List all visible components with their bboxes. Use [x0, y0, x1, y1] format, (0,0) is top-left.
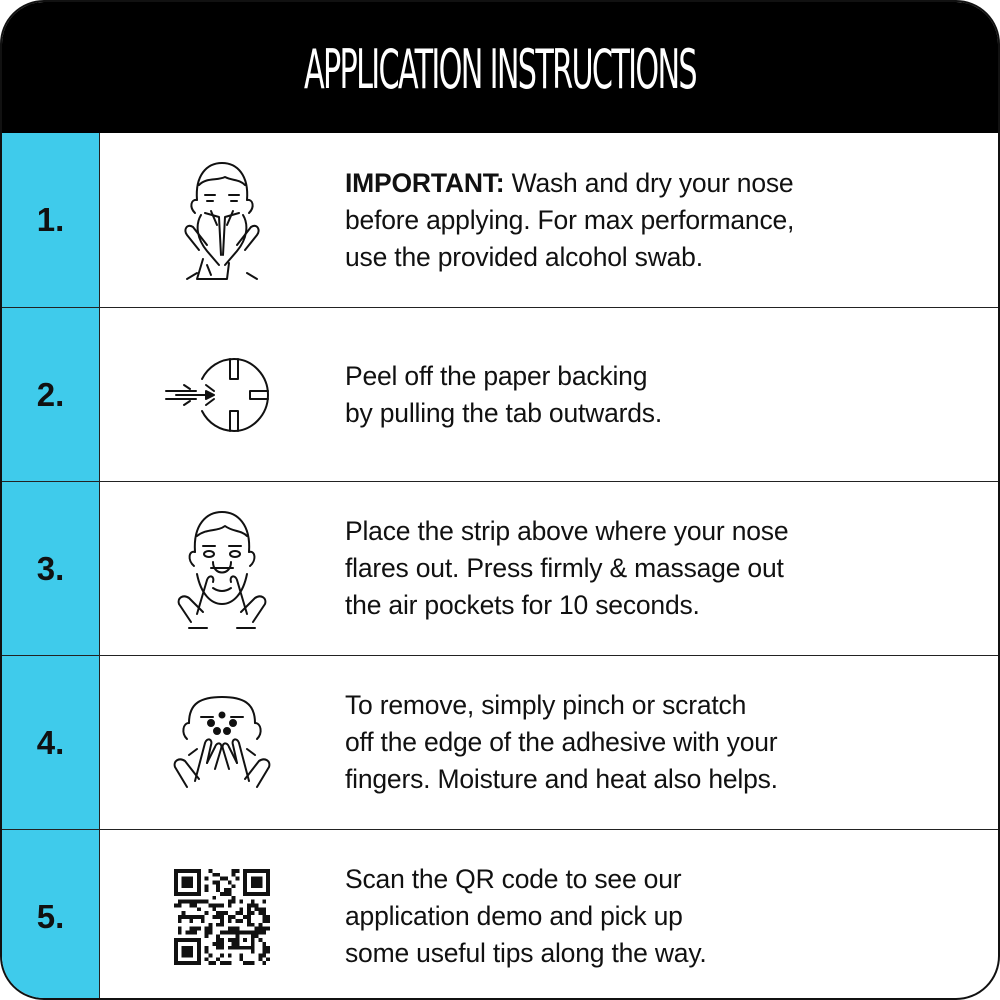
face-removing-strip-icon — [152, 656, 292, 829]
step-line: To remove, simply pinch or scratch — [345, 690, 747, 720]
step-number-cell — [2, 656, 100, 829]
steps-list — [2, 133, 998, 1000]
face-washing-nose-icon — [152, 133, 292, 307]
step-line: some useful tips along the way. — [345, 938, 707, 968]
step-row-1 — [2, 133, 998, 307]
step-line: fingers. Moisture and heat also helps. — [345, 764, 778, 794]
header-bar — [2, 2, 998, 133]
step-number-cell — [2, 133, 100, 307]
step-row-4 — [2, 655, 998, 829]
step-text-cell — [345, 482, 985, 655]
important-label: IMPORTANT: — [345, 167, 505, 198]
step-row-3 — [2, 481, 998, 655]
step-number: 3. — [36, 549, 65, 587]
step-text-cell — [345, 830, 985, 1000]
step-row-2 — [2, 307, 998, 481]
qr-code-icon[interactable] — [152, 830, 292, 1000]
step-text-cell — [345, 308, 985, 481]
step-line: by pulling the tab outwards. — [345, 397, 663, 428]
step-line: application demo and pick up — [345, 901, 683, 931]
step-number: 1. — [36, 201, 65, 238]
step-text-cell — [345, 133, 985, 307]
step-number: 4. — [36, 723, 65, 761]
step-line: Peel off the paper backing — [345, 360, 648, 391]
step-number-cell — [2, 482, 100, 655]
face-applying-strip-icon — [152, 482, 292, 655]
step-line: use the provided alcohol swab. — [345, 241, 703, 272]
step-number: 5. — [36, 897, 65, 935]
step-line: Wash and dry your nose — [511, 167, 794, 198]
step-description — [345, 358, 662, 432]
step-line: off the edge of the adhesive with your — [345, 727, 778, 757]
step-description — [345, 165, 794, 276]
peel-backing-icon — [152, 308, 292, 481]
step-row-5 — [2, 829, 998, 1000]
step-text-cell — [345, 656, 985, 829]
step-line: the air pockets for 10 seconds. — [345, 590, 700, 620]
step-description — [345, 687, 778, 798]
step-description — [345, 861, 707, 972]
step-description — [345, 513, 788, 624]
step-line: Scan the QR code to see our — [345, 864, 682, 894]
step-line: Place the strip above where your nose — [345, 516, 789, 546]
page-title: APPLICATION INSTRUCTIONS — [304, 37, 696, 101]
step-number-cell — [2, 308, 100, 481]
step-line: flares out. Press firmly & massage out — [345, 553, 784, 583]
step-number-cell — [2, 830, 100, 1000]
step-number: 2. — [36, 375, 65, 413]
step-line: before applying. For max performance, — [345, 204, 795, 235]
